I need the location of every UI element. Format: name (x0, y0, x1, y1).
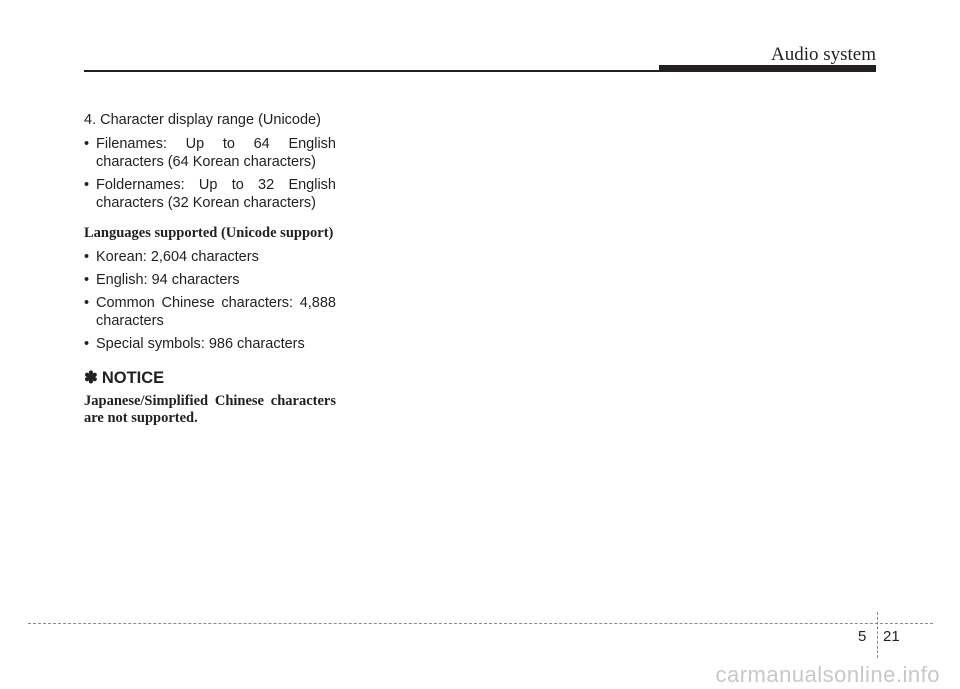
languages-heading: Languages supported (Unicode support) (84, 225, 334, 241)
header-rule-thin (84, 70, 662, 72)
bullet-icon: • (84, 295, 90, 311)
notice-body: Japanese/Simplified Chinese characters are not supported. (84, 393, 336, 426)
notice-heading (84, 369, 336, 387)
section-intro: 4. Character display range (Unicode) (84, 112, 321, 128)
list-item-text: English: 94 characters (96, 272, 240, 288)
notice-title: NOTICE (101, 369, 165, 387)
chapter-number: 5 (858, 628, 867, 645)
main-content (84, 111, 336, 427)
footer-dashed-rule (28, 623, 933, 624)
bullet-icon: • (84, 177, 90, 193)
list-item-text: Foldernames: Up to 32 English characters (32 Korean characters) (96, 177, 336, 211)
bullet-icon: • (84, 249, 90, 265)
page-number: 21 (883, 628, 900, 645)
bullet-icon: • (84, 336, 90, 352)
list-item (84, 271, 336, 289)
list-item-text: Special symbols: 986 characters (96, 336, 305, 352)
watermark: carmanualsonline.info (715, 662, 940, 687)
header-title: Audio system (770, 44, 876, 65)
list-item-text: Common Chinese characters: 4,888 characters (96, 295, 336, 329)
page-number-divider (877, 612, 878, 658)
list-item (84, 135, 336, 171)
list-item (84, 176, 336, 212)
bullet-icon: • (84, 136, 90, 152)
bullet-icon: • (84, 272, 90, 288)
list-item (84, 294, 336, 330)
header-rule-thick (659, 65, 876, 72)
list-item (84, 248, 336, 266)
list-item-text: Filenames: Up to 64 English characters (64 Korean characters) (96, 136, 336, 170)
notice-star-icon: ✽ (84, 369, 98, 387)
list-item-text: Korean: 2,604 characters (96, 249, 259, 265)
list-item (84, 335, 336, 353)
